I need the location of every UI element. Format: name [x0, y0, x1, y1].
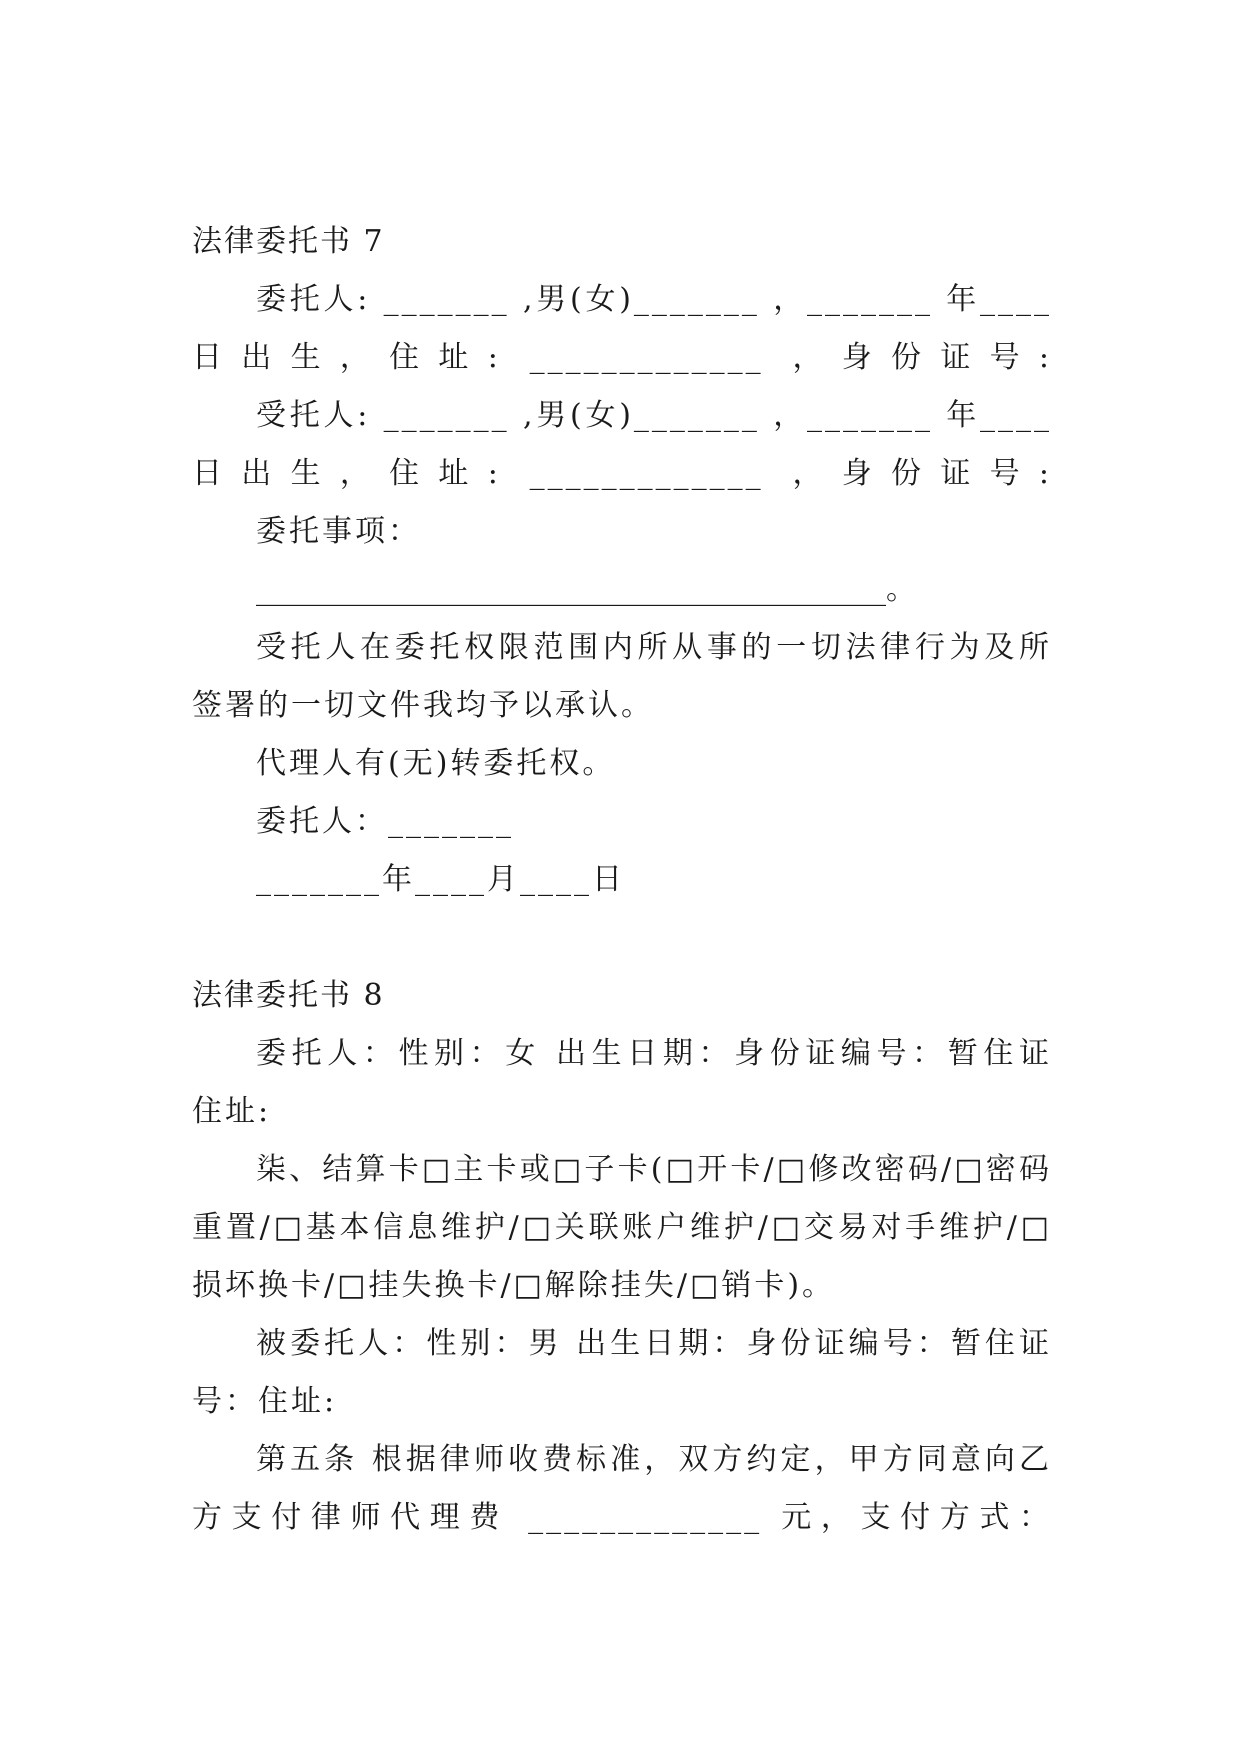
doc8-agent-line: 被委托人：性别：男 出生日期：身份证编号：暂住证: [256, 1326, 1052, 1361]
doc8-settlement-card-line-1: 柒、结算卡□主卡或□子卡(□开卡/□修改密码/□密码: [256, 1152, 1052, 1187]
doc8-article-five-line-2: 方支付律师代理费 _____________ 元，支付方式：: [192, 1500, 1052, 1535]
doc7-principal-address-line: 日出生，住址: _____________ ，身份证号:: [192, 340, 1052, 375]
doc7-acknowledgement-line-2: 签署的一切文件我均予以承认。: [192, 688, 654, 723]
doc7-sub-delegation: 代理人有(无)转委托权。: [256, 746, 616, 781]
doc7-matters-label: 委托事项：: [256, 514, 421, 549]
doc8-title: 法律委托书 8: [192, 978, 385, 1013]
doc7-date-line: _______年____月____日: [256, 862, 625, 897]
doc7-agent-line: 受托人: _______ ,男(女)_______ ，_______ 年____: [256, 398, 1052, 433]
doc8-principal-line: 委托人：性别：女 出生日期：身份证编号：暂住证: [256, 1036, 1052, 1071]
doc7-principal-line: 委托人: _______ ,男(女)_______ ，_______ 年____: [256, 282, 1052, 317]
doc8-principal-address: 住址:: [192, 1094, 272, 1129]
doc8-agent-address: 号：住址:: [192, 1384, 338, 1419]
doc7-signature-line: 委托人：_______: [256, 804, 514, 839]
doc7-matters-blank: __________________________________________。: [256, 572, 916, 607]
doc7-acknowledgement-line-1: 受托人在委托权限范围内所从事的一切法律行为及所: [256, 630, 1052, 665]
doc7-agent-address-line: 日出生，住址: _____________ ，身份证号:: [192, 456, 1052, 491]
doc8-settlement-card-line-2: 重置/□基本信息维护/□关联账户维护/□交易对手维护/□: [192, 1210, 1052, 1245]
doc8-article-five-line-1: 第五条 根据律师收费标准，双方约定，甲方同意向乙: [256, 1442, 1052, 1477]
doc7-title: 法律委托书 7: [192, 224, 385, 259]
doc8-settlement-card-line-3: 损坏换卡/□挂失换卡/□解除挂失/□销卡)。: [192, 1268, 836, 1303]
